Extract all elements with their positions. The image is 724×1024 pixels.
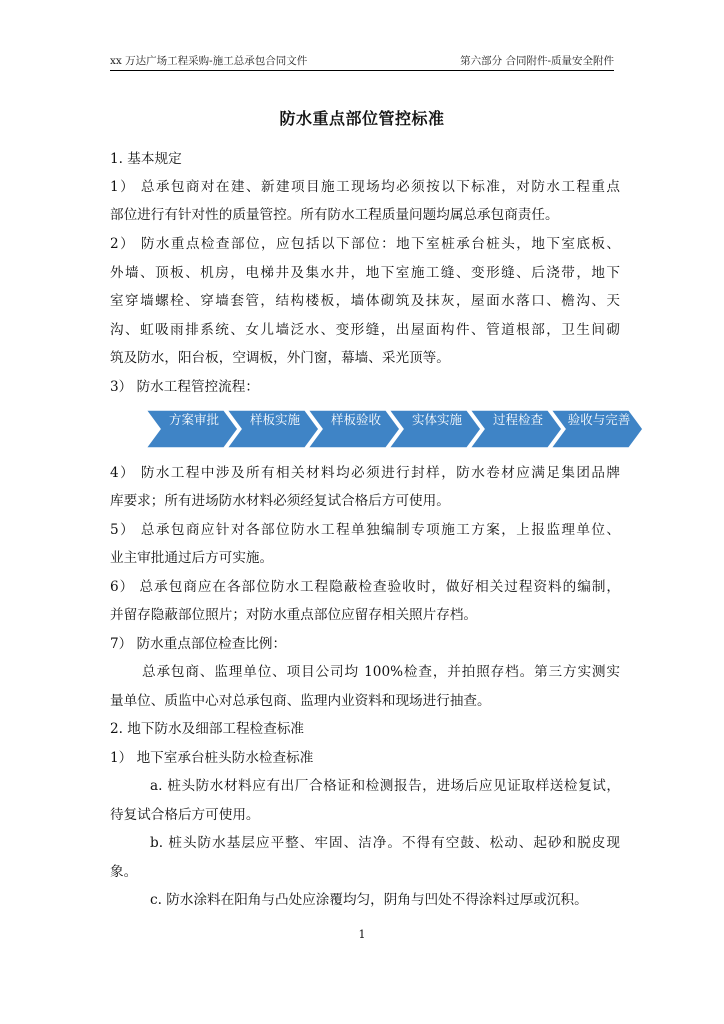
subsection-heading: 1） 地下室承台桩头防水检查标准	[110, 750, 314, 766]
page-number: 1	[358, 928, 366, 941]
paragraph-line: 1） 总承包商对在建、新建项目施工现场均必须按以下标准，对防水工程重点	[110, 179, 620, 195]
control-process-flow	[146, 410, 646, 448]
paragraph-line: 筑及防水，阳台板，空调板，外门窗，幕墙、采光顶等。	[110, 350, 450, 366]
flow-step	[146, 410, 238, 448]
paragraph-line: 2） 防水重点检查部位，应包括以下部位：地下室桩承台桩头，地下室底板、	[110, 236, 620, 252]
header-document-name: xx 万达广场工程采购-施工总承包合同文件	[110, 55, 308, 67]
paragraph-line: 总承包商、监理单位、项目公司均 100%检查，并拍照存档。第三方实测实	[142, 664, 620, 680]
paragraph-line: 外墙、顶板、机房，电梯井及集水井，地下室施工缝、变形缝、后浇带，地下	[110, 265, 620, 281]
paragraph-line: 业主审批通过后方可实施。	[110, 550, 274, 566]
paragraph-line: 部位进行有针对性的质量管控。所有防水工程质量问题均属总承包商责任。	[110, 207, 559, 223]
flow-step	[389, 410, 481, 448]
flow-step-label: 过程检查	[492, 412, 543, 427]
paragraph-line: 象。	[110, 864, 138, 880]
document-title: 防水重点部位管控标准	[279, 109, 445, 128]
paragraph-line: 库要求；所有进场防水材料必须经复试合格后方可使用。	[110, 493, 450, 509]
paragraph-line: 3） 防水工程管控流程：	[110, 379, 259, 395]
paragraph-line: 6） 总承包商应在各部位防水工程隐蔽检查验收时，做好相关过程资料的编制，	[110, 579, 620, 595]
flow-step	[551, 410, 643, 448]
flow-step-label: 样板实施	[249, 412, 300, 427]
flow-step-label: 方案审批	[168, 412, 219, 427]
flow-step	[227, 410, 319, 448]
paragraph-line: 并留存隐蔽部位照片；对防水重点部位应留存相关照片存档。	[110, 607, 478, 623]
paragraph-line: b. 桩头防水基层应平整、牢固、洁净。不得有空鼓、松动、起砂和脱皮现	[150, 835, 620, 851]
paragraph-line: 沟、虹吸雨排系统、女儿墙泛水、变形缝，出屋面构件、管道根部，卫生间砌	[110, 322, 620, 338]
flow-step	[308, 410, 400, 448]
flow-step-label: 样板验收	[330, 412, 381, 427]
page-header	[110, 50, 614, 71]
paragraph-line: c. 防水涂料在阳角与凸处应涂覆均匀，阴角与凹处不得涂料过厚或沉积。	[150, 892, 588, 908]
section-heading-2: 2. 地下防水及细部工程检查标准	[110, 721, 305, 737]
paragraph-line: 待复试合格后方可使用。	[110, 807, 260, 823]
paragraph-line: a. 桩头防水材料应有出厂合格证和检测报告，进场后应见证取样送检复试，	[150, 778, 620, 794]
flow-step-label: 验收与完善	[567, 412, 631, 427]
paragraph-line: 室穿墙螺栓、穿墙套管，结构楼板，墙体砌筑及抹灰，屋面水落口、檐沟、天	[110, 293, 620, 309]
paragraph-line: 5） 总承包商应针对各部位防水工程单独编制专项施工方案，上报监理单位、	[110, 522, 620, 538]
header-section-name: 第六部分 合同附件-质量安全附件	[460, 55, 614, 67]
paragraph-line: 量单位、质监中心对总承包商、监理内业资料和现场进行抽查。	[110, 693, 491, 709]
paragraph-line: 7） 防水重点部位检查比例：	[110, 636, 287, 652]
flow-step-label: 实体实施	[411, 412, 462, 427]
section-heading-1: 1. 基本规定	[110, 151, 182, 167]
paragraph-line: 4） 防水工程中涉及所有相关材料均必须进行封样，防水卷材应满足集团品牌	[110, 465, 620, 481]
flow-step	[470, 410, 562, 448]
